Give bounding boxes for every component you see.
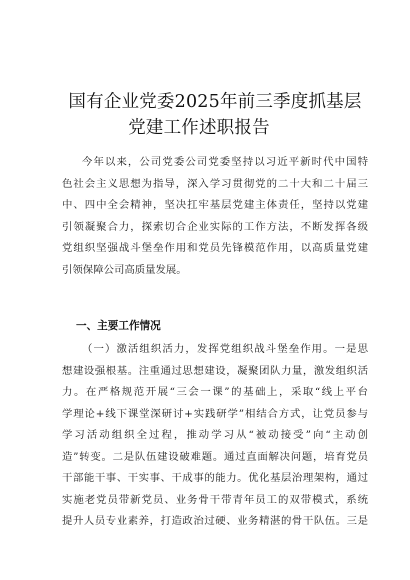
paragraph-line: 干部能干事、干实事、干成事的能力。优化基层治理架构，通过: [62, 472, 368, 484]
paragraph-line: 今年以来，公司党委公司党委坚持以习近平新时代中国特: [82, 156, 368, 168]
paragraph-line: 造”转变。二是队伍建设破难题。通过直面解决问题，培育党员: [62, 450, 368, 463]
paragraph-line: 引领凝聚合力，探索切合企业实际的工作方法，不断发挥各级: [62, 220, 368, 233]
paragraph-line: 提升人员专业素养，打造政治过硬、业务精湛的骨干队伍。三是: [62, 515, 368, 527]
section-paragraph: [62, 339, 368, 533]
paragraph-line: 想建设强根基。注重通过思想建设，凝聚团队力量，激发组织活: [62, 364, 368, 377]
paragraph-line: （一）激活组织活力，发挥党组织战斗堡垒作用。一是思: [82, 343, 368, 355]
paragraph-line: 色社会主义思想为指导，深入学习贯彻党的二十大和二十届三: [62, 177, 368, 190]
paragraph-line: 力。在严格规范开展“三会一课”的基础上，采取“线上平台: [62, 386, 368, 398]
paragraph-line: 引领保障公司高质量发展。: [62, 263, 187, 276]
document-title-line-1: 国有企业党委2025年前三季度抓基层: [68, 92, 362, 112]
paragraph-line: 党组织坚强战斗堡垒作用和党员先锋模范作用，以高质量党建: [62, 242, 368, 254]
section-heading: 一、主要工作情况: [76, 320, 161, 332]
paragraph-line: 学习活动组织全过程，推动学习从“被动接受”向“主动创: [62, 429, 368, 441]
paragraph-line: 中、四中全会精神，坚决扛牢基层党建主体责任，坚持以党建: [62, 199, 368, 211]
intro-paragraph: [62, 152, 368, 281]
document-title-line-2: 党建工作述职报告: [128, 118, 270, 138]
paragraph-line: 实施老党员带新党员、业务骨干带青年员工的双带模式，系统: [62, 493, 368, 506]
paragraph-line: 学理论+线下课堂深研讨+实践研学”相结合方式，让党员参与: [62, 407, 368, 420]
